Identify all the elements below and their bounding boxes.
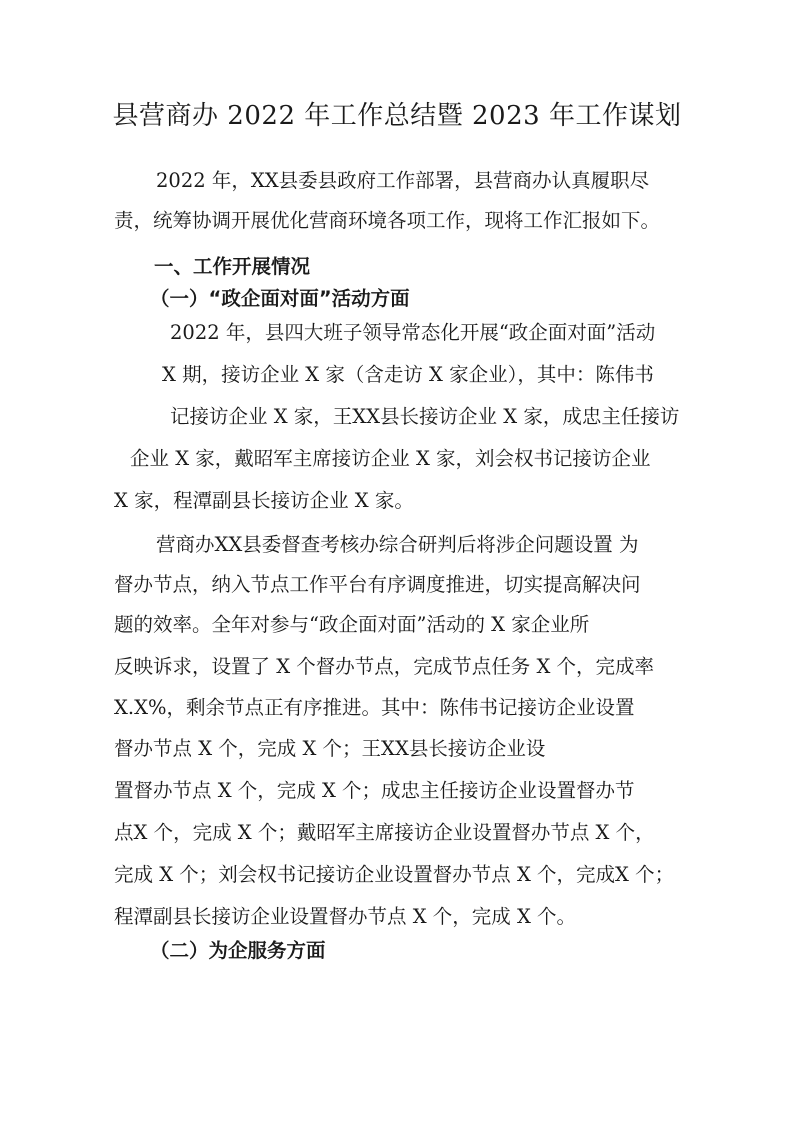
intro-line-1: 2022 年，XX县委县政府工作部署，县营商办认真履职尽 [156,169,650,192]
para2-line-7: 置督办节点 X 个，完成 X 个；成忠主任接访企业设置督办节 [114,779,635,802]
subsection-heading-1: （一）“政企面对面”活动方面 [150,287,410,310]
subsection-heading-2: （二）为企服务方面 [150,939,326,962]
para1-line-2: X 期，接访企业 X 家（含走访 X 家企业），其中：陈伟书 [162,363,654,386]
section-heading-1: 一、工作开展情况 [154,255,311,278]
para1-line-3: 记接访企业 X 家，王XX县长接访企业 X 家，成忠主任接访 [170,405,680,428]
para2-line-9: 完成 X 个；刘会权书记接访企业设置督办节点 X 个，完成X 个； [114,863,675,886]
para2-line-5: X.X%，剩余节点正有序推进。其中：陈伟书记接访企业设置 [114,696,635,719]
para1-line-1: 2022 年，县四大班子领导常态化开展“政企面对面”活动 [170,321,656,344]
para2-line-6: 督办节点 X 个，完成 X 个；王XX县长接访企业设 [114,737,546,760]
para2-line-1: 营商办XX县委督查考核办综合研判后将涉企问题设置 为 [156,533,639,556]
para1-line-5: X 家，程潭副县长接访企业 X 家。 [114,489,414,512]
document-title: 县营商办 2022 年工作总结暨 2023 年工作谋划 [112,101,682,131]
para2-line-4: 反映诉求，设置了 X 个督办节点，完成节点任务 X 个，完成率 [114,655,655,678]
para1-line-4: 企业 X 家，戴昭军主席接访企业 X 家，刘会权书记接访企业 [130,447,651,470]
para2-line-2: 督办节点，纳入节点工作平台有序调度推进，切实提高解决问 [114,573,641,596]
para2-line-3: 题的效率。全年对参与“政企面对面”活动的 X 家企业所 [114,613,590,636]
para2-line-10: 程潭副县长接访企业设置督办节点 X 个，完成 X 个。 [114,905,577,928]
para2-line-8: 点X 个，完成 X 个；戴昭军主席接访企业设置督办节点 X 个， [114,821,655,844]
intro-line-2: 责，统筹协调开展优化营商环境各项工作，现将工作汇报如下。 [114,209,661,232]
